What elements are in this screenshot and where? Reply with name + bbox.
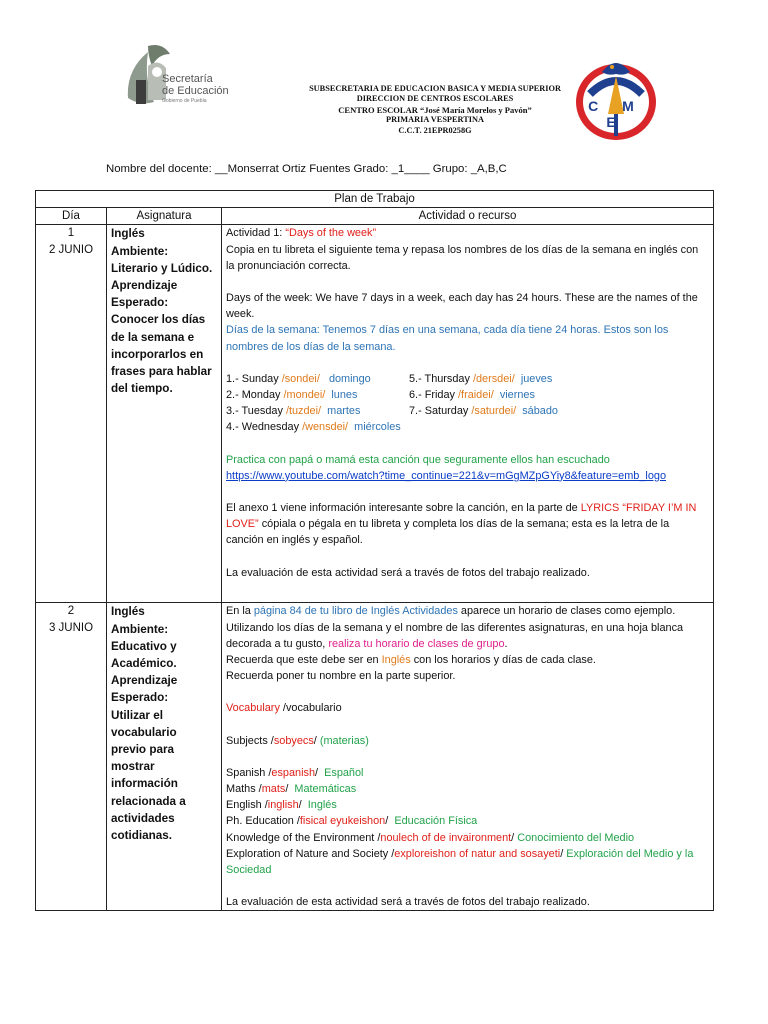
day-date: 3 JUNIO [48,621,94,634]
school-logo [572,54,660,146]
list-item: Exploration of Nature and Society /exploreishon of natur and sosayeti/ Exploración del Medio y la Sociedad [226,847,694,877]
work-plan-table [35,190,714,911]
activity-label: Actividad 1: [226,227,286,240]
reminder-name: Recuerda poner tu nombre en la parte superior. [226,670,456,683]
header-line-4: PRIMARIA VESPERTINA [386,115,484,125]
col-header-actividad: Actividad o recurso [222,208,714,225]
logo-line-2: de Educación [162,85,229,97]
col-header-dia: Día [36,208,107,225]
evaluation-text: La evaluación de esta actividad será a través de fotos del trabajo realizado. [226,566,590,579]
list-item: 3.- Tuesday /tuzdei/ martes [226,405,361,418]
day-date: 2 JUNIO [48,243,94,256]
days-list [226,371,709,436]
activity-cell [222,603,714,911]
secretaria-name [162,73,229,105]
days-intro-es: Días de la semana: Tenemos 7 días en una semana, cada día tiene 24 horas. Estos son los nombres de los días de la semana. [226,324,669,353]
lyrics-highlight: LYRICS “FRIDAY I’M IN LOVE” [226,502,697,531]
activity-cell [222,225,714,603]
list-item: 1.- Sunday /sondei/ domingo [226,372,371,385]
subject-text: Inglés Ambiente: Literario y Lúdico. Aprendizaje Esperado: Conocer los días de la semana e incorporarlos en frases para hablar del tiempo. [111,227,213,396]
teacher-info: Nombre del docente: __Monserrat Ortiz Fuentes Grado: _1____ Grupo: _A,B,C [106,163,507,175]
list-item: Maths /mats/ Matemáticas [226,783,357,796]
evaluation-text: La evaluación de esta actividad será a través de fotos del trabajo realizado. [226,896,590,909]
day-cell [36,603,107,911]
anexo-paragraph: El anexo 1 viene información interesante sobre la canción, en la parte de LYRICS “FRIDAY I’M IN LOVE” cópiala o pégala en tu libreta y completa los días de la semana; esta es la letra de la canción en inglés y español. [226,502,697,547]
days-intro-en: Days of the week: We have 7 days in a week, each day has 24 hours. These are the names of the week. [226,292,698,321]
reminder-english: Recuerda que este debe ser en Inglés con los horarios y días de cada clase. [226,654,596,667]
table-row [36,225,714,603]
list-item: 6.- Friday /fraidei/ viernes [409,389,535,402]
schedule-instructions: En la página 84 de tu libro de Inglés Actividades aparece un horario de clases como ejemplo. Utilizando los días de la semana y el nombre de las diferentes asignaturas, en una hoja blanca decorada a tu gusto, realiza tu horario de clases de grupo. [226,605,684,650]
logo-line-3: Gobierno de Puebla [162,98,207,104]
vocabulary-heading: Vocabulary /vocabulario [226,702,342,715]
subject-cell [107,225,222,603]
list-item: Spanish /espanish/ Español [226,766,364,779]
activity-title [226,225,709,241]
list-item: Ph. Education /fisical eyukeishon/ Educación Física [226,815,478,828]
day-number: 1 [67,227,75,240]
header-line-5: C.C.T. 21EPR0258G [398,125,472,135]
table-row [36,603,714,911]
subject-cell [107,603,222,911]
school-logo-text: C M E [588,98,644,130]
header-line-1: SUBSECRETARIA DE EDUCACION BASICA Y MEDIA SUPERIOR [309,84,561,93]
day-number: 2 [67,605,75,618]
list-item: 4.- Wednesday /wensdei/ miércoles [226,421,401,434]
list-item: English /inglish/ Inglés [226,799,337,812]
list-item: 7.- Saturday /saturdei/ sábado [409,405,558,418]
practice-text: Practica con papá o mamá esta canción que seguramente ellos han escuchado [226,453,610,466]
instruction-text: Copia en tu libreta el siguiente tema y repasa los nombres de los días de la semana en inglés con la pronunciación correcta. [226,243,699,272]
book-page-reference: página 84 de tu libro de Inglés Actividades [253,605,458,618]
list-item: 2.- Monday /mondei/ lunes [226,389,358,402]
subjects-heading: Subjects /sobyecs/ (materias) [226,734,369,747]
schedule-task: realiza tu horario de clases de grupo [328,637,505,650]
day-cell [36,225,107,603]
logo-line-1: Secretaría [162,73,213,85]
col-header-asignatura: Asignatura [107,208,222,225]
youtube-link[interactable]: https://www.youtube.com/watch?time_continue=221&v=mGgMZpGYiy8&feature=emb_logo [226,469,666,482]
subject-text: Inglés Ambiente: Educativo y Académico. Aprendizaje Esperado: Utilizar el vocabulario previo para mostrar información relacionada a actividades cotidianas. [111,605,186,843]
list-item: Knowledge of the Environment /noulech of de invaironment/ Conocimiento del Medio [226,831,635,844]
list-item: 5.- Thursday /dersdei/ jueves [409,372,553,385]
table-title: Plan de Trabajo [36,191,714,208]
header-line-3: CENTRO ESCOLAR “José María Morelos y Pavón” [338,104,532,115]
header-line-2: DIRECCION DE CENTROS ESCOLARES [356,94,514,104]
activity-name: “Days of the week” [285,227,377,240]
